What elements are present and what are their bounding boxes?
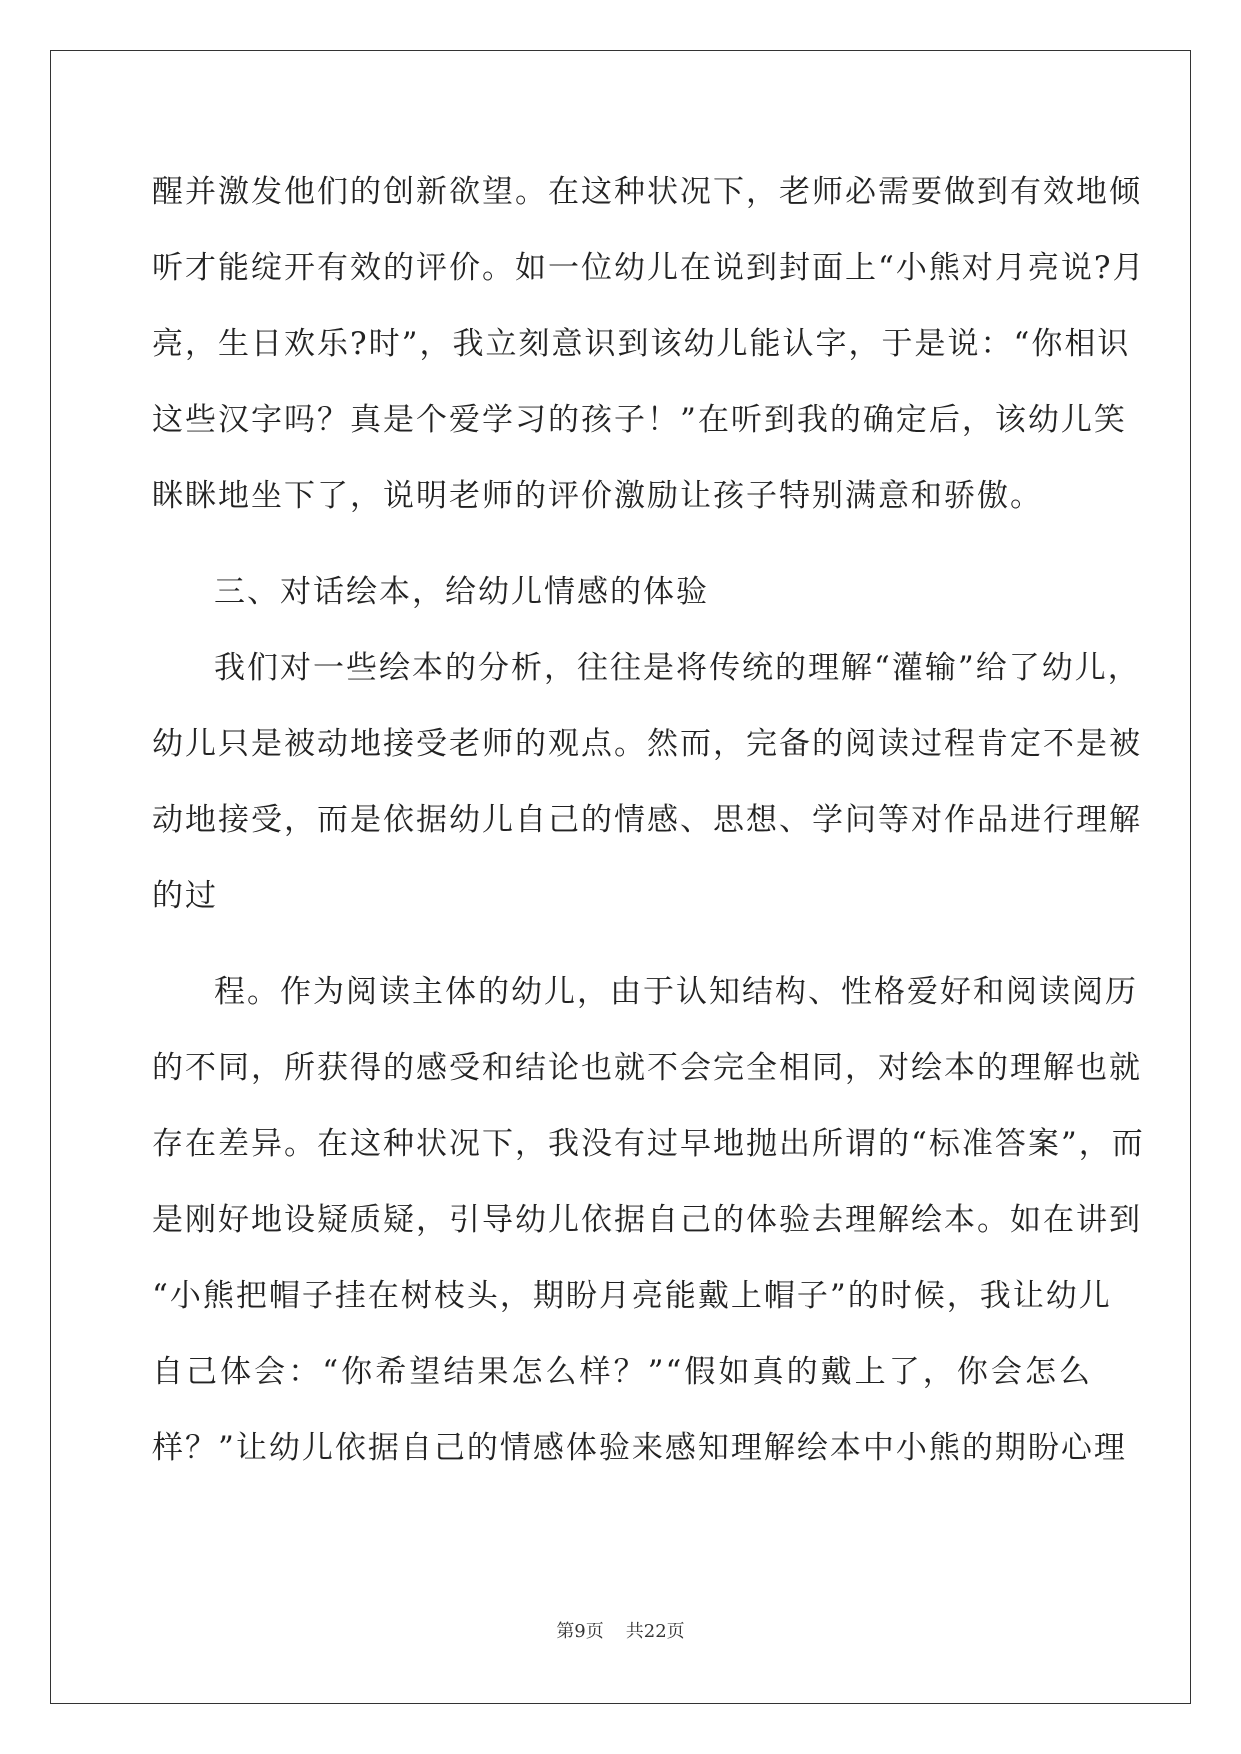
page-footer [0, 1620, 1241, 1644]
page-number: 第9页 [556, 1621, 604, 1642]
text-line: 这些汉字吗？真是个爱学习的孩子！”在听到我的确定后，该幼儿笑 [152, 402, 1127, 438]
text-line: “小熊把帽子挂在树枝头，期盼月亮能戴上帽子”的时候，我让幼儿 [152, 1278, 1112, 1314]
text-line: 样？”让幼儿依据自己的情感体验来感知理解绘本中小熊的期盼心理 [152, 1430, 1127, 1466]
text-line: 的不同，所获得的感受和结论也就不会完全相同，对绘本的理解也就 [152, 1050, 1142, 1086]
text-line: 听才能绽开有效的评价。如一位幼儿在说到封面上“小熊对月亮说?月 [152, 250, 1146, 286]
text-line: 亮，生日欢乐?时”，我立刻意识到该幼儿能认字，于是说：“你相识 [152, 326, 1131, 362]
text-line: 幼儿只是被动地接受老师的观点。然而，完备的阅读过程肯定不是被 [152, 726, 1142, 762]
text-line: 自己体会：“你希望结果怎么样？”“假如真的戴上了，你会怎么 [152, 1354, 1092, 1390]
text-line: 醒并激发他们的创新欲望。在这种状况下，老师必需要做到有效地倾 [152, 174, 1142, 210]
text-line: 的过 [152, 878, 218, 914]
text-line: 程。作为阅读主体的幼儿，由于认知结构、性格爱好和阅读阅历 [214, 974, 1138, 1010]
text-line: 存在差异。在这种状况下，我没有过早地抛出所谓的“标准答案”，而 [152, 1126, 1145, 1162]
text-line: 我们对一些绘本的分析，往往是将传统的理解“灌输”给了幼儿， [214, 650, 1141, 686]
text-line: 是刚好地设疑质疑，引导幼儿依据自己的体验去理解绘本。如在讲到 [152, 1202, 1142, 1238]
page-total: 共22页 [625, 1621, 685, 1642]
section-heading: 三、对话绘本，给幼儿情感的体验 [214, 574, 709, 610]
text-line: 动地接受，而是依据幼儿自己的情感、思想、学问等对作品进行理解 [152, 802, 1142, 838]
text-line: 眯眯地坐下了，说明老师的评价激励让孩子特别满意和骄傲。 [152, 478, 1043, 514]
